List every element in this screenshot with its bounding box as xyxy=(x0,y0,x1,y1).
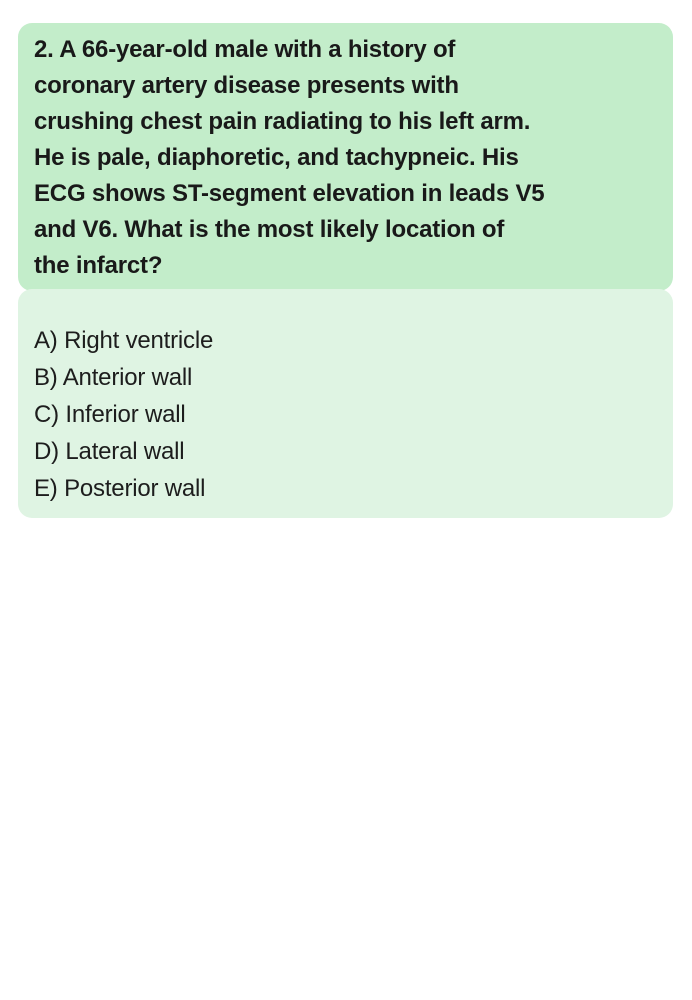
answer-option-e: E) Posterior wall xyxy=(34,475,206,502)
question-line: the infarct? xyxy=(34,252,163,279)
question-line: He is pale, diaphoretic, and tachypneic. His xyxy=(34,144,519,171)
answer-options-card xyxy=(18,289,673,518)
answer-option-c: C) Inferior wall xyxy=(34,401,186,428)
question-line: ECG shows ST-segment elevation in leads V5 xyxy=(34,180,545,207)
answer-option-b: B) Anterior wall xyxy=(34,364,193,391)
question-card xyxy=(18,23,673,291)
question-line: 2. A 66-year-old male with a history of xyxy=(34,36,456,63)
question-line: coronary artery disease presents with xyxy=(34,72,459,99)
question-line: and V6. What is the most likely location of xyxy=(34,216,505,243)
question-line: crushing chest pain radiating to his left arm. xyxy=(34,108,531,135)
answer-option-d: D) Lateral wall xyxy=(34,438,185,465)
answer-option-a: A) Right ventricle xyxy=(34,327,214,354)
